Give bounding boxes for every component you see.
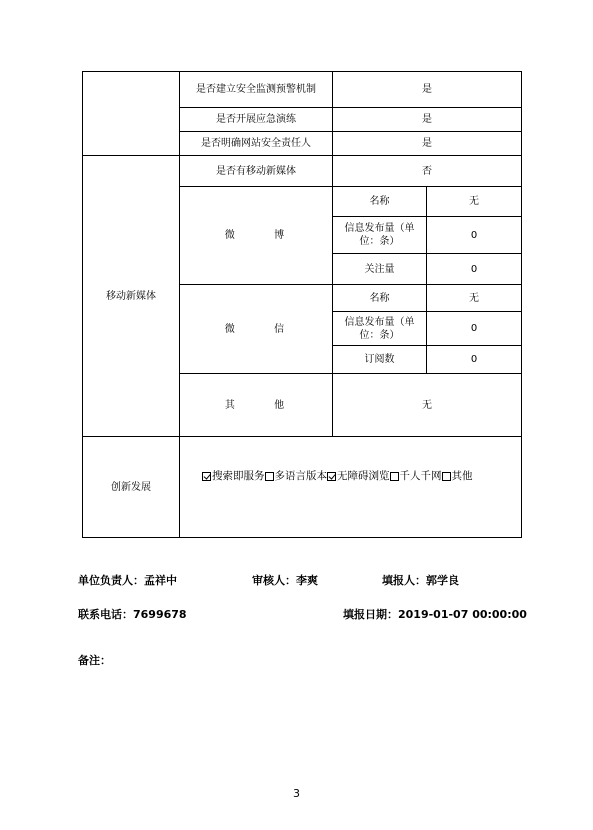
option-label: 多语言版本	[274, 470, 327, 482]
weixin-sub-value: 0	[427, 346, 522, 374]
option-label: 无障碍浏览	[337, 470, 390, 482]
checkbox-icon	[390, 472, 399, 481]
checkbox-icon	[442, 472, 451, 481]
innovation-label: 创新发展	[83, 437, 180, 538]
filler: 填报人：郭学良	[382, 574, 459, 587]
weibo-posts-label: 信息发布量（单位：条）	[333, 217, 427, 254]
contact-phone: 联系电话：7699678	[78, 608, 187, 621]
monitoring-value: 是	[333, 72, 522, 108]
option-accessibility[interactable]	[327, 470, 390, 483]
innovation-options	[180, 437, 522, 538]
has-mobile-value: 否	[333, 156, 522, 187]
weibo-follow-label: 关注量	[333, 254, 427, 285]
report-table	[82, 71, 522, 538]
option-label: 千人千网	[399, 470, 442, 482]
weixin-name-label: 名称	[333, 285, 427, 312]
drill-value: 是	[333, 108, 522, 132]
responsible-label: 是否明确网站安全责任人	[180, 132, 333, 156]
weibo-name-value: 无	[427, 187, 522, 217]
security-section-cell	[83, 72, 180, 156]
unit-head: 单位负责人：孟祥中	[78, 574, 177, 587]
weixin-name-value: 无	[427, 285, 522, 312]
checkbox-icon	[202, 472, 211, 481]
weibo-label: 微 博	[180, 187, 333, 285]
option-other[interactable]	[442, 470, 473, 483]
weixin-posts-label: 信息发布量（单位：条）	[333, 312, 427, 346]
checkbox-icon	[265, 472, 274, 481]
weibo-posts-value: 0	[427, 217, 522, 254]
mobile-media-section: 移动新媒体	[83, 156, 180, 437]
monitoring-label: 是否建立安全监测预警机制	[180, 72, 333, 108]
checkbox-icon	[327, 472, 336, 481]
responsible-value: 是	[333, 132, 522, 156]
weibo-follow-value: 0	[427, 254, 522, 285]
has-mobile-label: 是否有移动新媒体	[180, 156, 333, 187]
reviewer: 审核人：李爽	[252, 574, 318, 587]
other-label: 其 他	[180, 374, 333, 437]
weixin-posts-value: 0	[427, 312, 522, 346]
other-value: 无	[333, 374, 522, 437]
option-label: 其他	[451, 470, 473, 482]
page-number: 3	[293, 787, 300, 800]
option-search-service[interactable]	[202, 470, 265, 483]
remark-label: 备注：	[78, 654, 111, 667]
fill-date: 填报日期：2019-01-07 00:00:00	[343, 608, 527, 621]
drill-label: 是否开展应急演练	[180, 108, 333, 132]
option-multilingual[interactable]	[265, 470, 328, 483]
weixin-label: 微 信	[180, 285, 333, 374]
option-personalized[interactable]	[390, 470, 442, 483]
option-label: 搜索即服务	[212, 470, 265, 482]
weixin-sub-label: 订阅数	[333, 346, 427, 374]
weibo-name-label: 名称	[333, 187, 427, 217]
